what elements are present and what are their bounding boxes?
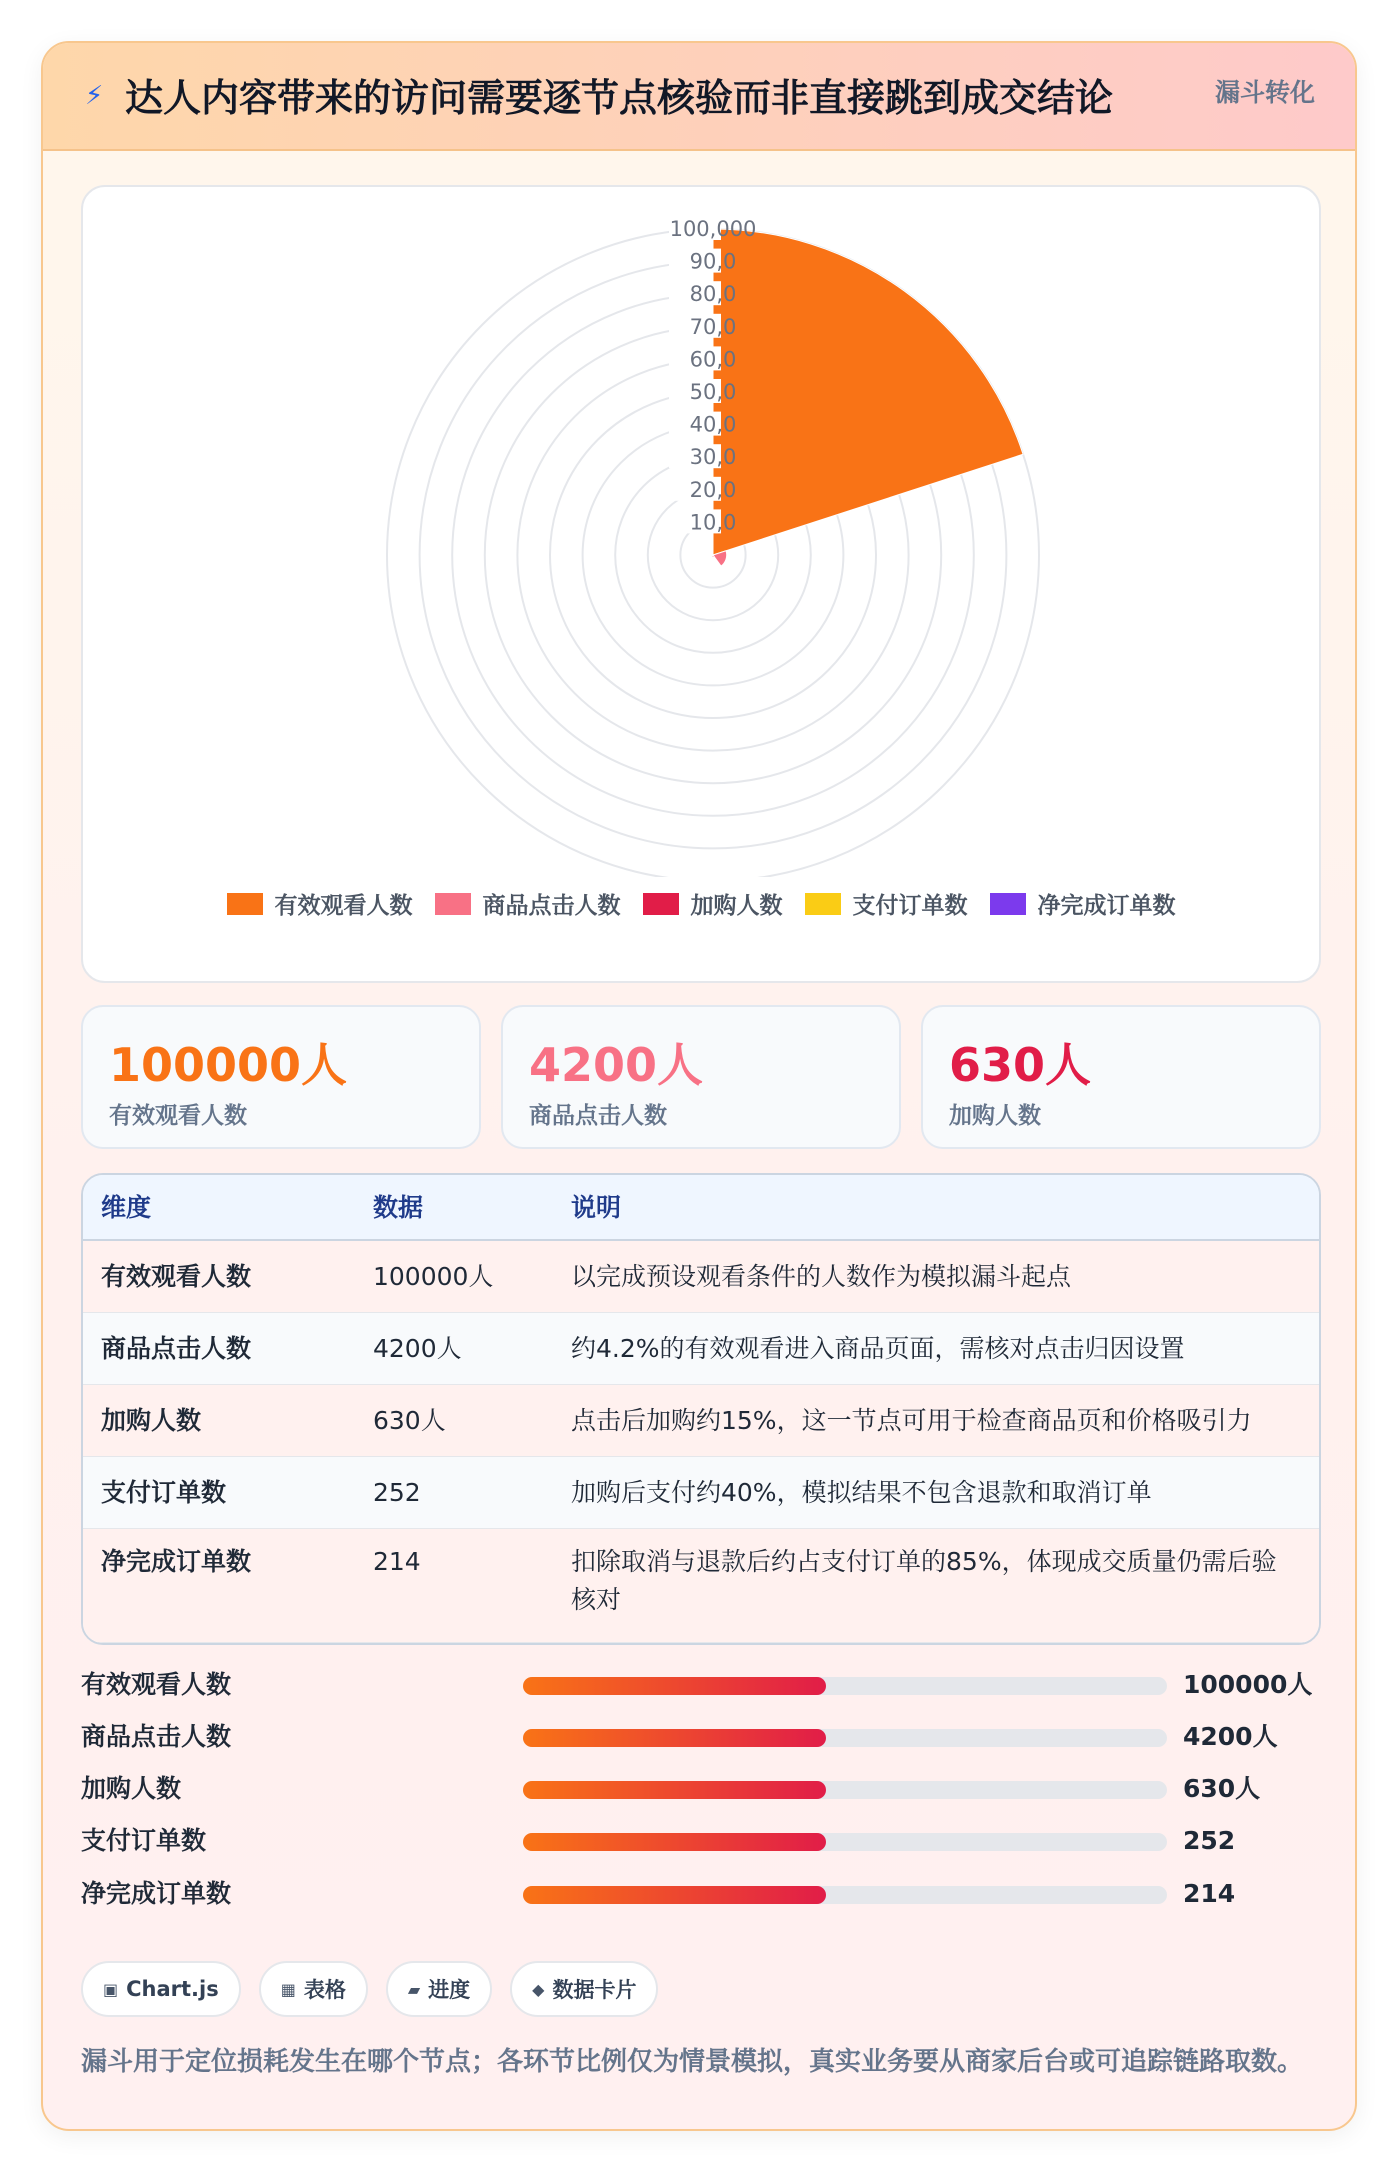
progress-label: 净完成订单数 — [81, 1879, 232, 1908]
chart-panel — [81, 185, 1321, 983]
table-cell: 214 — [373, 1547, 421, 1576]
legend-item[interactable] — [227, 887, 413, 920]
stat-card — [921, 1005, 1321, 1149]
table-cell: 维度 — [101, 1193, 152, 1222]
feature-chips — [81, 1961, 658, 2021]
progress-track — [523, 1677, 1167, 1695]
progress-label: 支付订单数 — [81, 1826, 207, 1855]
footnote: 漏斗用于定位损耗发生在哪个节点；各环节比例仅为情景模拟，真实业务要从商家后台或可追踪链路取数。 — [81, 2047, 1304, 2077]
legend-swatch — [435, 893, 471, 915]
legend-label: 支付订单数 — [852, 893, 968, 919]
stat-card — [81, 1005, 481, 1149]
tick-label: 50,0 — [689, 380, 737, 404]
table-cell: 加购后支付约40%，模拟结果不包含退款和取消订单 — [571, 1478, 1152, 1507]
progress-track — [523, 1781, 1167, 1799]
legend-swatch — [990, 893, 1026, 915]
lightning-icon: ⚡ — [85, 81, 104, 111]
stat-value: 630人 — [949, 1038, 1092, 1092]
legend-item[interactable] — [435, 887, 621, 920]
chart-legend — [83, 887, 1319, 920]
progress-row — [81, 1717, 1321, 1757]
progress-value: 4200人 — [1183, 1722, 1278, 1751]
stat-cards — [81, 1005, 1321, 1149]
tick-label: 20,0 — [689, 477, 737, 502]
progress-row — [81, 1821, 1321, 1861]
tick-label: 90,0 — [689, 249, 737, 274]
table-cell: 数据 — [373, 1193, 424, 1222]
table-cell: 说明 — [571, 1193, 622, 1222]
progress-value: 214 — [1183, 1879, 1236, 1908]
card-title: 达人内容带来的访问需要逐节点核验而非直接跳到成交结论 — [125, 76, 1114, 120]
feature-chip[interactable] — [81, 1961, 241, 2017]
progress-fill — [523, 1729, 826, 1747]
legend-item[interactable] — [805, 887, 968, 920]
legend-label: 加购人数 — [690, 893, 783, 919]
progress-label: 有效观看人数 — [81, 1670, 232, 1699]
tick-label: 30,0 — [689, 445, 737, 470]
progress-icon: ▰ — [407, 1979, 421, 1999]
table-cell: 净完成订单数 — [101, 1547, 252, 1576]
table-cell: 252 — [373, 1478, 421, 1507]
table-row — [83, 1457, 1319, 1529]
table-cell: 加购人数 — [101, 1406, 202, 1435]
progress-fill — [523, 1677, 826, 1695]
feature-chip[interactable] — [510, 1961, 658, 2017]
table-row — [83, 1385, 1319, 1457]
table-cell: 支付订单数 — [101, 1478, 227, 1507]
chip-label: Chart.js — [126, 1977, 219, 2001]
legend-label: 净完成订单数 — [1037, 893, 1176, 919]
progress-track — [523, 1729, 1167, 1747]
card-icon: ◆ — [532, 1979, 545, 1999]
feature-chip[interactable] — [386, 1961, 492, 2017]
table-cell: 4200人 — [373, 1334, 462, 1363]
tick-label: 80,0 — [689, 282, 737, 307]
table-icon: ▦ — [280, 1979, 296, 1999]
table-cell: 点击后加购约15%，这一节点可用于检查商品页和价格吸引力 — [571, 1406, 1252, 1435]
stat-label: 商品点击人数 — [529, 1103, 667, 1129]
progress-row — [81, 1874, 1321, 1914]
table-cell: 约4.2%的有效观看进入商品页面，需核对点击归因设置 — [571, 1334, 1185, 1363]
chip-label: 表格 — [303, 1978, 346, 2002]
legend-item[interactable] — [643, 887, 783, 920]
progress-label: 商品点击人数 — [81, 1722, 232, 1751]
table-row — [83, 1241, 1319, 1313]
progress-track — [523, 1833, 1167, 1851]
tick-label: 70,0 — [689, 314, 737, 339]
legend-label: 商品点击人数 — [482, 893, 621, 919]
legend-swatch — [805, 893, 841, 915]
table-cell: 有效观看人数 — [101, 1262, 252, 1291]
category-badge: 漏斗转化 — [1214, 78, 1315, 107]
table-row — [83, 1313, 1319, 1385]
progress-label: 加购人数 — [81, 1774, 182, 1803]
card-header — [43, 43, 1355, 151]
tick-label: 40,0 — [689, 412, 737, 437]
progress-value: 100000人 — [1183, 1670, 1313, 1699]
progress-row — [81, 1665, 1321, 1705]
legend-item[interactable] — [990, 887, 1176, 920]
chip-label: 数据卡片 — [552, 1978, 637, 2002]
tick-label: 10,0 — [689, 510, 737, 535]
data-table — [81, 1173, 1321, 1645]
progress-track — [523, 1886, 1167, 1904]
stat-card — [501, 1005, 901, 1149]
legend-swatch — [227, 893, 263, 915]
progress-value: 252 — [1183, 1826, 1236, 1855]
tick-label: 100,000 — [669, 217, 757, 241]
stat-value: 4200人 — [529, 1038, 704, 1092]
table-cell: 商品点击人数 — [101, 1334, 252, 1363]
chart-icon: ▣ — [103, 1979, 119, 1999]
legend-swatch — [643, 893, 679, 915]
stat-value: 100000人 — [109, 1038, 348, 1092]
polar-area-chart — [83, 187, 1323, 877]
progress-row — [81, 1769, 1321, 1809]
table-cell: 100000人 — [373, 1262, 494, 1291]
chip-label: 进度 — [428, 1978, 471, 2002]
stat-label: 有效观看人数 — [109, 1103, 247, 1129]
progress-value: 630人 — [1183, 1774, 1261, 1803]
table-cell: 以完成预设观看条件的人数作为模拟漏斗起点 — [571, 1262, 1072, 1291]
progress-fill — [523, 1833, 826, 1851]
progress-list — [81, 1665, 1321, 1945]
table-row — [83, 1529, 1319, 1643]
feature-chip[interactable] — [259, 1961, 368, 2017]
table-cell: 扣除取消与退款后约占支付订单的85%，体现成交质量仍需后验核对 — [571, 1547, 1277, 1614]
tick-label: 60,0 — [689, 347, 737, 372]
stat-label: 加购人数 — [949, 1103, 1041, 1129]
table-cell: 630人 — [373, 1406, 446, 1435]
progress-fill — [523, 1781, 826, 1799]
funnel-card — [41, 41, 1357, 2131]
legend-label: 有效观看人数 — [274, 893, 413, 919]
progress-fill — [523, 1886, 826, 1904]
sector-5[interactable] — [712, 554, 713, 555]
table-header — [83, 1175, 1319, 1241]
